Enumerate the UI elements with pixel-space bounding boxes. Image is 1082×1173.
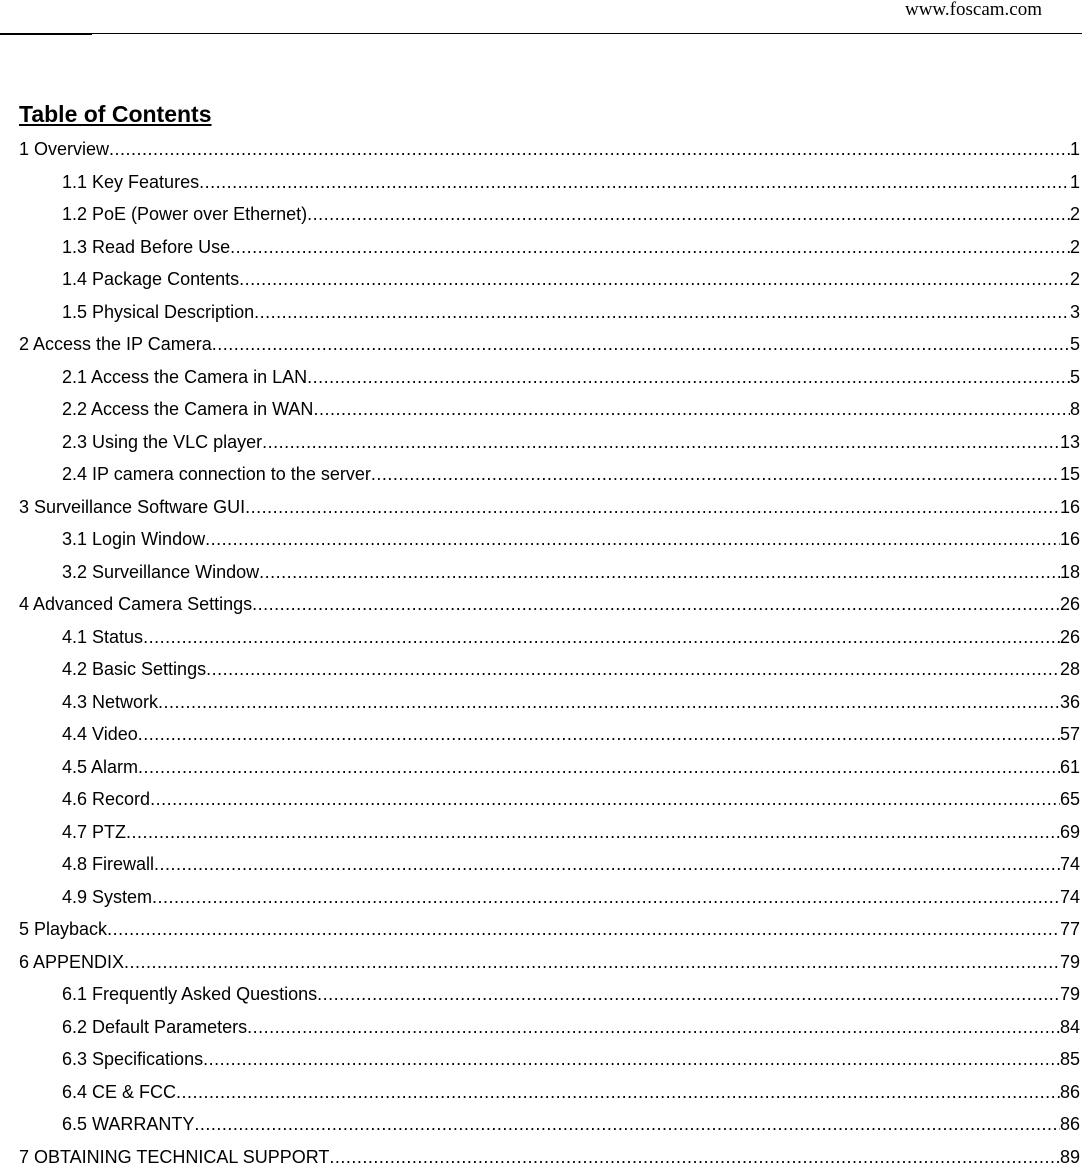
toc-leader-dots (329, 1141, 1060, 1173)
toc-entry[interactable] (19, 393, 1080, 426)
toc-entry-label: 4.5 Alarm (62, 751, 138, 783)
toc-entry[interactable] (19, 1011, 1080, 1044)
toc-leader-dots (126, 816, 1060, 848)
toc-entry[interactable] (19, 946, 1080, 979)
toc-entry[interactable] (19, 296, 1080, 329)
toc-entry[interactable] (19, 718, 1080, 751)
toc-entry-page: 1 (1070, 133, 1080, 165)
toc-entry-page: 26 (1060, 621, 1080, 653)
toc-entry-page: 18 (1060, 556, 1080, 588)
toc-leader-dots (143, 621, 1060, 653)
toc-leader-dots (176, 1076, 1060, 1108)
toc-entry-label: 4.7 PTZ (62, 816, 126, 848)
toc-entry-label: 1.4 Package Contents (62, 263, 239, 295)
toc-leader-dots (203, 1043, 1060, 1075)
toc-entry-label: 2 Access the IP Camera (19, 328, 212, 360)
toc-entry-label: 3.2 Surveillance Window (62, 556, 259, 588)
toc-entry-page: 1 (1070, 166, 1080, 198)
toc-entry-page: 86 (1060, 1108, 1080, 1140)
toc-entry-page: 2 (1070, 231, 1080, 263)
header-divider (0, 33, 1082, 34)
toc-leader-dots (230, 231, 1070, 263)
toc-entry-label: 5 Playback (19, 913, 107, 945)
toc-entry-page: 86 (1060, 1076, 1080, 1108)
toc-entry[interactable] (19, 556, 1080, 589)
toc-entry-label: 6.5 WARRANTY (62, 1108, 194, 1140)
toc-entry[interactable] (19, 783, 1080, 816)
toc-entry[interactable] (19, 523, 1080, 556)
toc-entry-label: 6.2 Default Parameters (62, 1011, 247, 1043)
toc-entry-label: 4.1 Status (62, 621, 143, 653)
toc-entry[interactable] (19, 1043, 1080, 1076)
toc-entry[interactable] (19, 686, 1080, 719)
toc-entry-label: 1.5 Physical Description (62, 296, 254, 328)
toc-leader-dots (212, 328, 1070, 360)
toc-entry-label: 2.3 Using the VLC player (62, 426, 262, 458)
toc-entry[interactable] (19, 621, 1080, 654)
toc-entry-label: 4.2 Basic Settings (62, 653, 206, 685)
toc-entry-label: 2.2 Access the Camera in WAN (62, 393, 313, 425)
toc-leader-dots (259, 556, 1060, 588)
toc-leader-dots (239, 263, 1070, 295)
toc-entry[interactable] (19, 426, 1080, 459)
toc-entry-label: 6.4 CE & FCC (62, 1076, 176, 1108)
toc-list (19, 133, 1080, 1173)
toc-entry-page: 65 (1060, 783, 1080, 815)
toc-leader-dots (371, 458, 1060, 490)
toc-leader-dots (252, 588, 1060, 620)
toc-entry[interactable] (19, 361, 1080, 394)
toc-leader-dots (307, 361, 1070, 393)
toc-entry-label: 4 Advanced Camera Settings (19, 588, 252, 620)
toc-entry-label: 2.1 Access the Camera in LAN (62, 361, 307, 393)
toc-leader-dots (205, 523, 1060, 555)
toc-entry-page: 28 (1060, 653, 1080, 685)
toc-leader-dots (206, 653, 1060, 685)
toc-entry-label: 7 OBTAINING TECHNICAL SUPPORT (19, 1141, 329, 1173)
toc-entry-label: 4.4 Video (62, 718, 138, 750)
toc-entry[interactable] (19, 913, 1080, 946)
toc-entry-label: 1 Overview (19, 133, 109, 165)
toc-entry-page: 85 (1060, 1043, 1080, 1075)
toc-entry[interactable] (19, 751, 1080, 784)
toc-entry[interactable] (19, 166, 1080, 199)
toc-entry-page: 5 (1070, 361, 1080, 393)
toc-entry-label: 6 APPENDIX (19, 946, 124, 978)
toc-entry[interactable] (19, 653, 1080, 686)
toc-entry-label: 2.4 IP camera connection to the server (62, 458, 371, 490)
toc-entry-page: 79 (1060, 978, 1080, 1010)
toc-leader-dots (109, 133, 1070, 165)
toc-leader-dots (262, 426, 1060, 458)
toc-entry[interactable] (19, 588, 1080, 621)
toc-title: Table of Contents (19, 100, 212, 128)
toc-entry-page: 26 (1060, 588, 1080, 620)
toc-entry-label: 6.3 Specifications (62, 1043, 203, 1075)
toc-entry-page: 13 (1060, 426, 1080, 458)
toc-entry-page: 2 (1070, 198, 1080, 230)
toc-leader-dots (138, 751, 1060, 783)
toc-leader-dots (107, 913, 1060, 945)
toc-entry-page: 2 (1070, 263, 1080, 295)
toc-entry-page: 5 (1070, 328, 1080, 360)
toc-entry-page: 3 (1070, 296, 1080, 328)
toc-leader-dots (158, 686, 1060, 718)
toc-leader-dots (254, 296, 1070, 328)
toc-entry[interactable] (19, 198, 1080, 231)
toc-entry[interactable] (19, 1141, 1080, 1173)
toc-leader-dots (150, 783, 1060, 815)
toc-entry[interactable] (19, 263, 1080, 296)
toc-entry[interactable] (19, 1076, 1080, 1109)
toc-entry[interactable] (19, 491, 1080, 524)
toc-entry-page: 74 (1060, 848, 1080, 880)
toc-entry-label: 4.6 Record (62, 783, 150, 815)
toc-leader-dots (245, 491, 1060, 523)
toc-entry-label: 3.1 Login Window (62, 523, 205, 555)
toc-entry-page: 79 (1060, 946, 1080, 978)
toc-entry-page: 15 (1060, 458, 1080, 490)
toc-leader-dots (138, 718, 1060, 750)
toc-entry-label: 1.2 PoE (Power over Ethernet) (62, 198, 307, 230)
toc-leader-dots (124, 946, 1060, 978)
toc-entry-page: 8 (1070, 393, 1080, 425)
toc-leader-dots (152, 881, 1060, 913)
toc-entry-page: 84 (1060, 1011, 1080, 1043)
toc-leader-dots (317, 978, 1060, 1010)
toc-entry-label: 1.3 Read Before Use (62, 231, 230, 263)
toc-entry[interactable] (19, 328, 1080, 361)
toc-entry-page: 89 (1060, 1141, 1080, 1173)
toc-entry[interactable] (19, 848, 1080, 881)
toc-entry-page: 61 (1060, 751, 1080, 783)
toc-entry[interactable] (19, 978, 1080, 1011)
header-divider-accent (0, 33, 92, 35)
toc-leader-dots (247, 1011, 1060, 1043)
toc-entry[interactable] (19, 816, 1080, 849)
toc-leader-dots (307, 198, 1070, 230)
toc-entry-page: 16 (1060, 491, 1080, 523)
toc-entry-page: 16 (1060, 523, 1080, 555)
toc-entry[interactable] (19, 881, 1080, 914)
toc-entry-page: 77 (1060, 913, 1080, 945)
toc-leader-dots (194, 1108, 1060, 1140)
toc-entry[interactable] (19, 458, 1080, 491)
toc-entry-page: 57 (1060, 718, 1080, 750)
toc-entry-label: 4.3 Network (62, 686, 158, 718)
toc-leader-dots (154, 848, 1060, 880)
toc-entry-label: 1.1 Key Features (62, 166, 199, 198)
toc-entry[interactable] (19, 231, 1080, 264)
toc-entry-page: 74 (1060, 881, 1080, 913)
toc-entry[interactable] (19, 1108, 1080, 1141)
toc-entry[interactable] (19, 133, 1080, 166)
toc-leader-dots (313, 393, 1070, 425)
toc-leader-dots (199, 166, 1070, 198)
toc-entry-label: 3 Surveillance Software GUI (19, 491, 245, 523)
toc-entry-page: 36 (1060, 686, 1080, 718)
toc-entry-label: 6.1 Frequently Asked Questions (62, 978, 317, 1010)
header-url[interactable]: www.foscam.com (905, 0, 1042, 20)
toc-entry-label: 4.9 System (62, 881, 152, 913)
toc-entry-page: 69 (1060, 816, 1080, 848)
toc-entry-label: 4.8 Firewall (62, 848, 154, 880)
